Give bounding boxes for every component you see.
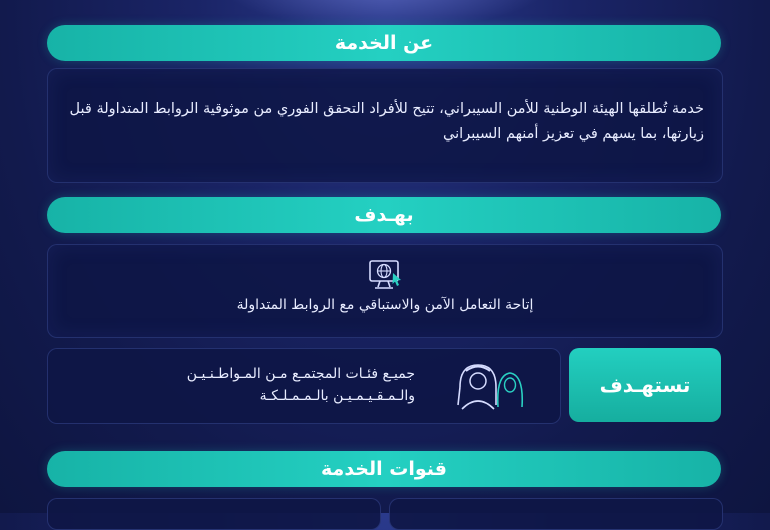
channel-card-left bbox=[47, 498, 381, 530]
target-label: تستهـدف bbox=[599, 373, 691, 397]
channels-title: قنوات الخدمة bbox=[321, 458, 447, 480]
about-title: عن الخدمة bbox=[334, 32, 434, 54]
goal-title: بهـدف bbox=[354, 204, 414, 226]
computer-globe-icon bbox=[368, 258, 404, 292]
target-line-2: والـمـقـيـمـيـن بالـمـمـلـكـة bbox=[259, 388, 415, 404]
target-label-box bbox=[569, 348, 721, 422]
about-description: خدمة تُطلقها الهيئة الوطنية للأمن السيبراني، تتيح للأفراد التحقق الفوري من موثوقية الروابط المتداولة قبل زيارتها، بما يسهم في تعزيز أمنهم السيبراني bbox=[69, 101, 704, 142]
channels-section-header bbox=[47, 451, 721, 487]
goal-card bbox=[47, 244, 723, 338]
target-card bbox=[47, 348, 561, 424]
people-icon bbox=[448, 357, 528, 413]
channel-card-right bbox=[389, 498, 723, 530]
target-line-1: جميـع فئـات المجتمـع مـن المـواطـنـيـن bbox=[186, 366, 415, 382]
about-card bbox=[47, 68, 723, 183]
goal-description: إتاحة التعامل الآمن والاستباقي مع الروابط المتداولة bbox=[236, 297, 534, 313]
target-description bbox=[75, 363, 415, 407]
goal-section-header bbox=[47, 197, 721, 233]
about-section-header bbox=[47, 25, 721, 61]
